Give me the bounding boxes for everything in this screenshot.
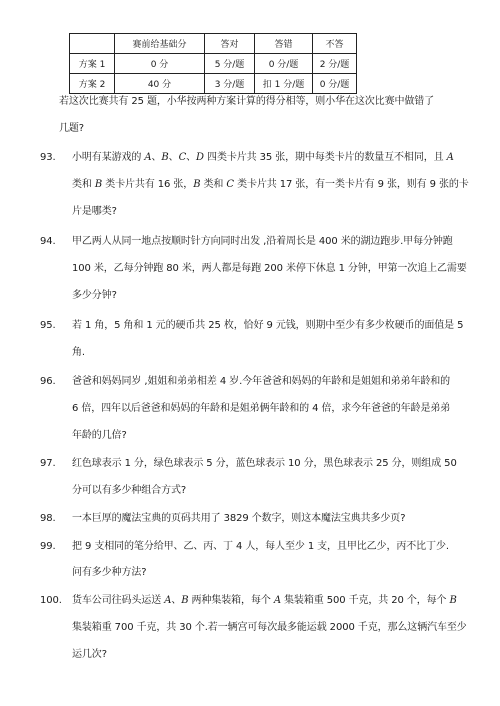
problem-text: 若 1 角，5 角和 1 元的硬币共 25 枚，恰好 9 元钱，则期中至少有多少枚硬币的面值是 5: [72, 320, 464, 331]
problem-93: [40, 151, 454, 165]
problem-text: 类和 B 类卡片共有 16 张，B 类和 C 类卡片共 17 张，有一类卡片有 9 张，则有 9 张的卡: [72, 179, 469, 190]
math-variable: A: [164, 595, 172, 606]
problem-number: 98.: [40, 513, 56, 524]
table-cell: 扣 1 分/题: [255, 74, 313, 94]
problem-text: 甲乙两人从同一地点按顺时针方向同时出发 ,沿着周长是 400 米的湖边跑步.甲每分钟跑: [72, 236, 453, 247]
table-header-cell: 答对: [205, 34, 255, 54]
problem-text: 分可以有多少种组合方式?: [72, 485, 187, 496]
problem-text: 小明有某游戏的 A、B、C、D 四类卡片共 35 张，期中每类卡片的数量互不相同，且 A: [72, 152, 454, 163]
math-variable: B: [449, 595, 457, 606]
scoring-table: [69, 33, 357, 94]
problem-text: 爸爸和妈妈同岁 ,姐姐和弟弟相差 4 岁.今年爸爸和妈妈的年龄和是姐姐和弟弟年龄和的: [72, 376, 451, 387]
problem-94: [40, 235, 453, 249]
intro-line: 几题?: [59, 123, 85, 134]
problem-98: [40, 512, 405, 526]
problem-number: 100.: [40, 595, 62, 606]
table-cell: 5 分/题: [205, 54, 255, 74]
table-cell: 0 分/题: [313, 74, 357, 94]
problem-text: 6 倍，四年以后爸爸和妈妈的年龄和是姐弟俩年龄和的 4 倍，求今年爸爸的年龄是弟弟: [72, 403, 451, 414]
math-variable: D: [196, 152, 204, 163]
problem-text: 一本巨厚的魔法宝典的页码共用了 3829 个数字，则这本魔法宝典共多少页?: [72, 513, 406, 524]
table-cell: 2 分/题: [313, 54, 357, 74]
math-variable: A: [446, 152, 454, 163]
math-variable: B: [161, 152, 169, 163]
table-header-cell: 不答: [313, 34, 357, 54]
math-variable: B: [181, 595, 189, 606]
problem-text: 把 9 支相同的笔分给甲、乙、丙、丁 4 人，每人至少 1 支，且甲比乙少，丙不比丁少.: [72, 541, 449, 552]
math-variable: A: [273, 595, 281, 606]
problem-text: 运几次?: [72, 649, 107, 660]
math-variable: C: [178, 152, 187, 163]
table-cell: 方案 1: [70, 54, 115, 74]
table-cell: 0 分/题: [255, 54, 313, 74]
table-header-row: [70, 34, 357, 54]
problem-text: 100 米，乙每分钟跑 80 米，两人都是每跑 200 米停下休息 1 分钟，甲第一次追上乙需要: [72, 263, 467, 274]
problem-97: [40, 457, 457, 471]
problem-text: 集装箱重 700 千克，共 30 个.若一辆宫可每次最多能运载 2000 千克，那么这辆汽车至少: [72, 622, 467, 633]
problem-number: 94.: [40, 236, 56, 247]
problem-number: 97.: [40, 458, 56, 469]
problem-99: [40, 540, 449, 554]
math-variable: B: [193, 179, 201, 190]
problem-text: 年龄的几倍?: [72, 430, 127, 441]
problem-text: 货车公司往码头运送 A、B 两种集装箱，每个 A 集装箱重 500 千克，共 20 个，每个 B: [72, 595, 457, 606]
table-cell: 0 分: [115, 54, 205, 74]
problem-number: 96.: [40, 376, 56, 387]
problem-text: 多少分钟?: [72, 290, 117, 301]
problem-95: [40, 319, 463, 333]
table-cell: 3 分/题: [205, 74, 255, 94]
table-header-cell: 赛前给基础分: [115, 34, 205, 54]
problem-text: 问有多少种方法?: [72, 567, 147, 578]
table-row: [70, 74, 357, 94]
problem-text: 片是哪类?: [72, 206, 117, 217]
problem-100: [40, 594, 457, 608]
table-header-cell: [70, 34, 115, 54]
problem-number: 95.: [40, 320, 56, 331]
problem-number: 99.: [40, 541, 56, 552]
problem-96: [40, 375, 450, 389]
table-cell: 方案 2: [70, 74, 115, 94]
problem-number: 93.: [40, 152, 56, 163]
problem-text: 红色球表示 1 分，绿色球表示 5 分，蓝色球表示 10 分，黑色球表示 25 分，则组成 50: [72, 458, 457, 469]
math-variable: B: [94, 179, 103, 190]
math-variable: A: [144, 152, 152, 163]
problem-text: 角.: [72, 347, 85, 358]
table-header-cell: 答错: [255, 34, 313, 54]
intro-line: 若这次比赛共有 25 题，小华按两种方案计算的得分相等，则小华在这次比赛中做错了: [59, 96, 435, 107]
table-cell: 40 分: [115, 74, 205, 94]
table-row: [70, 54, 357, 74]
math-variable: C: [226, 179, 234, 190]
